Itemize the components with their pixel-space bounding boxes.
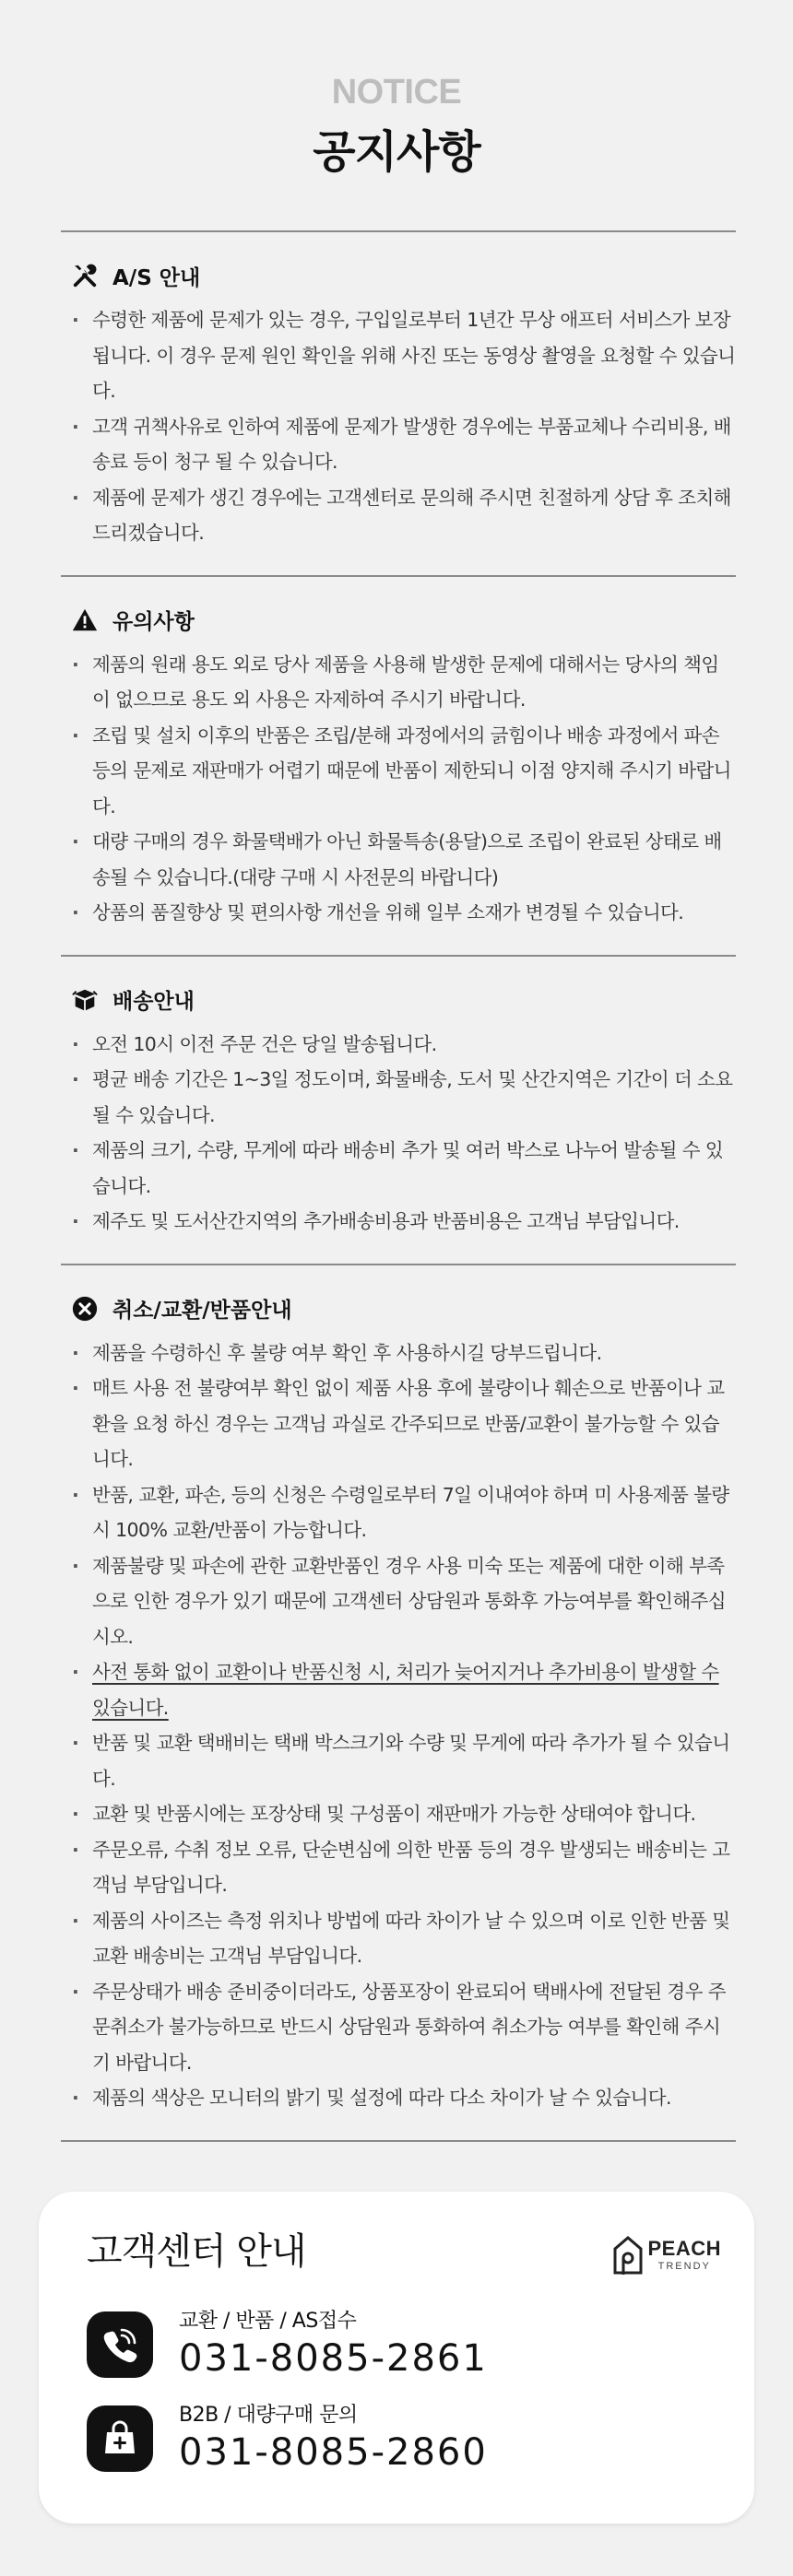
phone-icon xyxy=(87,2311,153,2378)
section-title-delivery xyxy=(70,984,736,1016)
contact-b2b xyxy=(87,2402,488,2476)
customer-center-title: 고객센터 안내 xyxy=(87,2230,306,2273)
list-item: · 반품 및 교환 택배비는 택배 박스크기와 수량 및 무게에 따라 추가가 될 수 있습니다. xyxy=(72,1725,736,1796)
as-list xyxy=(72,302,736,551)
cancel-list xyxy=(72,1335,736,2116)
notice-content xyxy=(61,230,736,2142)
list-item: · 오전 10시 이전 주문 건은 당일 발송됩니다. xyxy=(72,1027,736,1063)
section-title-cancel xyxy=(70,1293,736,1324)
notice-title-en: NOTICE xyxy=(331,73,462,112)
list-item: · 반품, 교환, 파손, 등의 신청은 수령일로부터 7일 이내여야 하며 미 사용제품 불량시 100% 교환/반품이 가능합니다. xyxy=(72,1477,736,1548)
box-icon xyxy=(70,985,100,1015)
list-item: · 조립 및 설치 이후의 반품은 조립/분해 과정에서의 긁힘이나 배송 과정에서 파손 등의 문제로 재판매가 어렵기 때문에 반품이 제한되니 이점 양지해 주시기 바랍니다. xyxy=(72,718,736,825)
section-cancel xyxy=(61,1264,736,2142)
brand-logo xyxy=(610,2232,721,2278)
section-delivery xyxy=(61,955,736,1264)
shopping-bag-icon xyxy=(87,2405,153,2472)
section-caution xyxy=(61,575,736,955)
list-item: · 매트 사용 전 불량여부 확인 없이 제품 사용 후에 불량이나 훼손으로 반품이나 교환을 요청 하신 경우는 고객님 과실로 간주되므로 반품/교환이 불가능할 수 있습니다. xyxy=(72,1370,736,1477)
list-item: · 주문오류, 수취 정보 오류, 단순변심에 의한 반품 등의 경우 발생되는 배송비는 고객님 부담입니다. xyxy=(72,1832,736,1903)
customer-center-card xyxy=(39,2192,754,2523)
list-item: · 고객 귀책사유로 인하여 제품에 문제가 발생한 경우에는 부품교체나 수리비용, 배송료 등이 청구 될 수 있습니다. xyxy=(72,409,736,480)
brand-name: PEACH xyxy=(647,2237,721,2260)
cancel-icon xyxy=(70,1294,100,1323)
house-logo-icon xyxy=(610,2232,645,2278)
list-item: · 제품을 수령하신 후 불량 여부 확인 후 사용하시길 당부드립니다. xyxy=(72,1335,736,1371)
list-item: · 제품불량 및 파손에 관한 교환반품인 경우 사용 미숙 또는 제품에 대한 이해 부족으로 인한 경우가 있기 때문에 고객센터 상담원과 통화후 가능여부를 확인해주십시오. xyxy=(72,1548,736,1655)
list-item: · 제품의 크기, 수량, 무게에 따라 배송비 추가 및 여러 박스로 나누어 발송될 수 있습니다. xyxy=(72,1133,736,1204)
list-item: · 제품의 색상은 모니터의 밝기 및 설정에 따라 다소 차이가 날 수 있습니다. xyxy=(72,2080,736,2116)
section-title-text: 유의사항 xyxy=(112,610,195,634)
section-title-text: 취소/교환/반품안내 xyxy=(112,1299,292,1323)
contact-as xyxy=(87,2308,488,2382)
list-item: · 교환 및 반품시에는 포장상태 및 구성품이 재판매가 가능한 상태여야 합니다. xyxy=(72,1796,736,1832)
contact-phone[interactable]: 031-8085-2860 xyxy=(179,2431,488,2474)
list-item: · 주문상태가 배송 준비중이더라도, 상품포장이 완료되어 택배사에 전달된 경우 주문취소가 불가능하므로 반드시 상담원과 통화하여 취소가능 여부를 확인해 주시기 바랍니다. xyxy=(72,1974,736,2081)
list-item: · 제품의 원래 용도 외로 당사 제품을 사용해 발생한 문제에 대해서는 당사의 책임이 없으므로 용도 외 사용은 자제하여 주시기 바랍니다. xyxy=(72,647,736,718)
delivery-list xyxy=(72,1027,736,1240)
section-title-as xyxy=(70,260,736,291)
list-item-text: 사전 통화 없이 교환이나 반품신청 시, 처리가 늦어지거나 추가비용이 발생할 수 있습니다. xyxy=(92,1661,719,1719)
warning-icon xyxy=(70,606,100,635)
page-header xyxy=(0,0,793,229)
contact-phone[interactable]: 031-8085-2861 xyxy=(179,2337,488,2380)
list-item: · 제품에 문제가 생긴 경우에는 고객센터로 문의해 주시면 친절하게 상담 후 조치해 드리겠습니다. xyxy=(72,480,736,551)
list-item: · 수령한 제품에 문제가 있는 경우, 구입일로부터 1년간 무상 애프터 서비스가 보장됩니다. 이 경우 문제 원인 확인을 위해 사진 또는 동영상 촬영을 요청할 수 있습니다. xyxy=(72,302,736,409)
section-as xyxy=(61,230,736,575)
section-title-text: A/S 안내 xyxy=(112,265,201,290)
list-item: · 상품의 품질향상 및 편의사항 개선을 위해 일부 소재가 변경될 수 있습니다. xyxy=(72,895,736,931)
contact-label: 교환 / 반품 / AS접수 xyxy=(179,2310,357,2333)
list-item: · 대량 구매의 경우 화물택배가 아닌 화물특송(용달)으로 조립이 완료된 상태로 배송될 수 있습니다.(대량 구매 시 사전문의 바랍니다) xyxy=(72,824,736,895)
contact-label: B2B / 대량구매 문의 xyxy=(179,2404,358,2427)
section-title-caution xyxy=(70,605,736,636)
list-item: · 제주도 및 도서산간지역의 추가배송비용과 반품비용은 고객님 부담입니다. xyxy=(72,1204,736,1240)
list-item: · 평균 배송 기간은 1~3일 정도이며, 화물배송, 도서 및 산간지역은 기간이 더 소요될 수 있습니다. xyxy=(72,1062,736,1133)
list-item xyxy=(72,1654,736,1725)
list-item: · 제품의 사이즈는 측정 위치나 방법에 따라 차이가 날 수 있으며 이로 인한 반품 및 교환 배송비는 고객님 부담입니다. xyxy=(72,1903,736,1974)
tools-icon xyxy=(70,261,100,290)
caution-list xyxy=(72,647,736,931)
section-title-text: 배송안내 xyxy=(112,990,195,1014)
brand-sub: TRENDY xyxy=(657,2261,711,2272)
notice-title-kr: 공지사항 xyxy=(313,126,480,178)
